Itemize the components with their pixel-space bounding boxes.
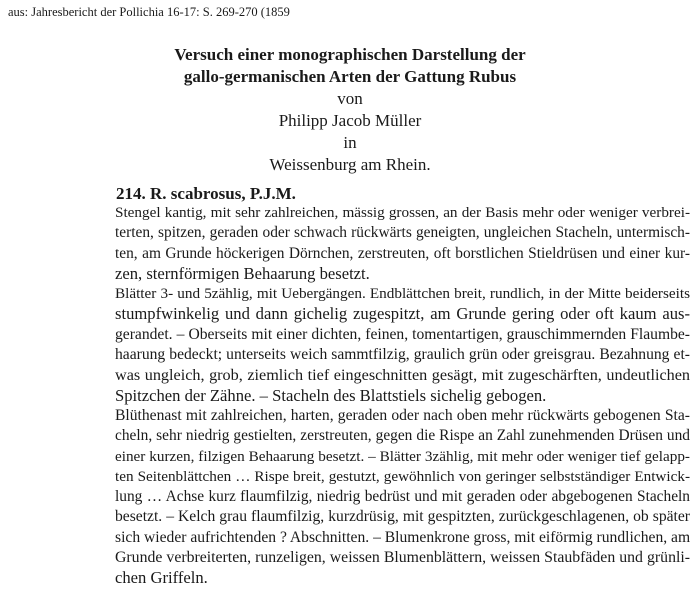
text-line: Blüthenast mit zahlreichen, harten, geraden oder nach oben mehr rückwärts gebogenen Sta-	[115, 406, 690, 424]
text-line: lung … Achse kurz flaumfilzig, niedrig bedrüst und mit geraden oder abgebogenen Stacheln	[115, 488, 690, 506]
text-line: ten Seitenblättchen … Rispe breit, gestutzt, gewöhnlich von geringer selbstständiger Entwick-	[115, 467, 690, 485]
text-line: terten, spitzen, geraden oder schwach rückwärts geneigten, ungleichen Stacheln, untermisch-	[115, 224, 690, 242]
text-line: gerandet. – Oberseits mit einer dichten, feinen, tomentartigen, grauschimmernden Flaumbe-	[115, 325, 690, 343]
text-line: haarung bedeckt; unterseits weich sammtfilzig, graulich grün oder greisgrau. Bezahnung et-	[115, 346, 690, 364]
text-line: sich wieder aufrichtenden ? Abschnitten. – Blumenkrone gross, mit eiförmig rundlichen, am	[115, 528, 691, 546]
byline-in: in	[343, 133, 357, 152]
title-block	[0, 44, 700, 176]
byline-von: von	[337, 89, 363, 108]
text-line: Grunde verbreiterten, runzeligen, weissen Blumenblättern, weissen Staubfäden und grünli-	[115, 549, 690, 567]
text-line: Stengel kantig, mit sehr zahlreichen, mässig grossen, an der Basis mehr oder weniger verbrei-	[115, 204, 690, 221]
text-line: einer kurzen, filzigen Behaarung besetzt. – Blätter 3zählig, mit mehr oder weniger tief gelapp-	[115, 447, 690, 465]
byline-place: Weissenburg am Rhein.	[269, 155, 431, 174]
text-line: cheln, sehr niedrig gestielten, zerstreuten, gegen die Rispe an Zahl zunehmenden Drüsen und	[115, 427, 690, 445]
species-heading: 214. R. scabrosus, P.J.M.	[116, 184, 296, 203]
title-line-1: Versuch einer monographischen Darstellung der	[174, 45, 526, 64]
source-citation: aus: Jahresbericht der Pollichia 16-17: S. 269-270 (1859	[8, 5, 290, 19]
text-line: Spitzchen der Zähne. – Stacheln des Blattstiels sichelig gebogen.	[115, 385, 547, 405]
byline-author: Philipp Jacob Müller	[278, 111, 422, 130]
text-line: Blätter 3- und 5zählig, mit Uebergängen. Endblättchen breit, rundlich, in der Mitte beiderseits	[115, 285, 690, 303]
text-line: chen Griffeln.	[115, 568, 208, 588]
text-line: besetzt. – Kelch grau flaumfilzig, kurzdrüsig, mit gespitzten, zurückgeschlagenen, ob später	[115, 508, 690, 526]
text-line: ten, am Grunde höckerigen Dörnchen, zerstreuten, oft borstlichen Stieldrüsen und einer kur-	[115, 244, 690, 262]
description-text	[115, 203, 690, 589]
text-line: was ungleich, grob, ziemlich tief eingeschnitten gesägt, mit zugeschärften, undeutlichen	[115, 366, 690, 385]
title-line-2: gallo-germanischen Arten der Gattung Rubus	[183, 67, 517, 86]
text-line: zen, sternförmigen Behaarung besetzt.	[115, 263, 370, 283]
text-line: stumpfwinkelig und dann gichelig zugespitzt, am Grunde gering oder oft kaum aus-	[115, 304, 690, 324]
